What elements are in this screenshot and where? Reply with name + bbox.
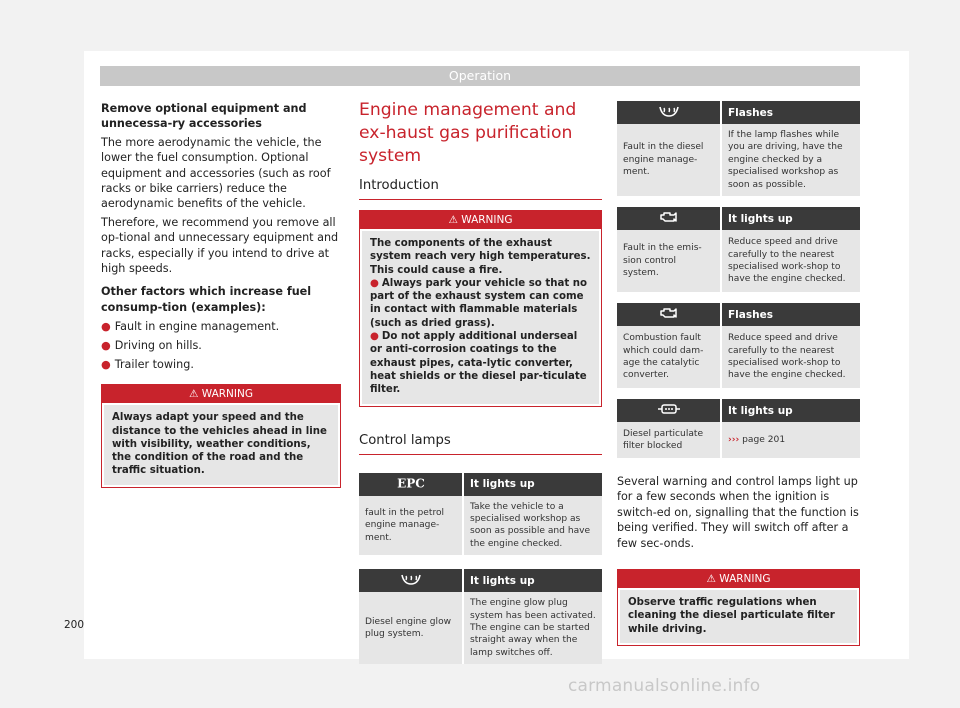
middle-column — [359, 101, 602, 664]
glow-plug-icon — [617, 101, 722, 124]
svg-text:EPC: EPC — [396, 476, 425, 491]
warning-header: ⚠ WARNING — [102, 385, 340, 403]
warning-triangle-icon: ⚠ — [189, 388, 199, 401]
bullet-icon: ● — [101, 320, 111, 334]
warning-intro: The components of the exhaust system reach very high temperatures. This could cause a fire. — [370, 238, 591, 276]
lamp-action: Reduce speed and drive carefully to the nearest specialised work-shop to have the engine checked. — [722, 230, 860, 292]
lamp-cause: Diesel engine glow plug system. — [359, 592, 464, 664]
lamp-cause: Fault in the diesel engine manage-ment. — [617, 124, 722, 196]
bullet-icon: ● — [101, 339, 111, 353]
list-item: ● Trailer towing. — [101, 358, 194, 372]
right-column — [617, 101, 860, 646]
introduction-heading: Introduction — [359, 178, 602, 200]
table-header-row — [617, 303, 860, 326]
lamp-status: It lights up — [464, 569, 602, 592]
lamp-cause: Diesel particulate filter blocked — [617, 422, 722, 458]
bullet-icon: ● — [101, 358, 111, 372]
warning-content — [362, 231, 599, 404]
bullet-icon: ● — [370, 277, 379, 289]
lamp-action: The engine glow plug system has been activated. The engine can be started straight away when the lamp switches off. — [464, 592, 602, 664]
warning-triangle-icon: ⚠ — [448, 214, 458, 226]
lamp-action: Take the vehicle to a specialised workshop as soon as possible and have the engine checked. — [464, 496, 602, 556]
factors-heading: Other factors which increase fuel consump-tion (examples): — [101, 285, 312, 314]
warning-bullet: ● Do not apply additional underseal or anti-corrosion coatings to the exhaust pipes, cata-lytic converter, heat shields or the diesel par-ticulate filter. — [370, 331, 587, 396]
warning-text: Always adapt your speed and the distance to the vehicles ahead in line with visibility, weather conditions, the condition of the road and the traffic situation. — [104, 405, 338, 484]
section-header: Operation — [100, 66, 860, 86]
lamp-status: It lights up — [464, 473, 602, 496]
epc-lamp-table — [359, 473, 602, 556]
warning-bullet: ● Always park your vehicle so that no part of the exhaust system can come in contact with flammable materials (such as dried grass). — [370, 277, 588, 329]
list-item: ● Fault in engine management. — [101, 320, 280, 334]
lamp-cause: Fault in the emis-sion control system. — [617, 230, 722, 292]
left-column — [101, 101, 341, 488]
warning-triangle-icon: ⚠ — [706, 573, 716, 586]
particulate-filter-table — [617, 399, 860, 458]
table-row — [359, 592, 602, 664]
engine-icon — [617, 207, 722, 230]
table-header-row — [359, 569, 602, 592]
speed-warning-box — [101, 384, 341, 487]
table-header-row — [617, 399, 860, 422]
warning-header: ⚠ WARNING — [618, 570, 859, 588]
lamp-status: It lights up — [722, 399, 860, 422]
table-header-row — [359, 473, 602, 496]
exhaust-warning-box — [359, 210, 602, 407]
left-heading: Remove optional equipment and unnecessa-ry accessories — [101, 102, 307, 131]
dpf-warning-box — [617, 569, 860, 646]
lamp-status: Flashes — [722, 101, 860, 124]
table-row — [617, 326, 860, 388]
lamp-check-paragraph: Several warning and control lamps light up for a few seconds when the ignition is switch-ed on, signalling that the function is being verified. They will switch off after a few sec-onds. — [617, 475, 859, 550]
watermark: carmanualsonline.info — [568, 676, 761, 696]
factors-list — [101, 317, 341, 374]
glow-plug-icon — [359, 569, 464, 592]
lamp-status: It lights up — [722, 207, 860, 230]
list-item: ● Driving on hills. — [101, 339, 202, 353]
left-para-1: The more aerodynamic the vehicle, the lower the fuel consumption. Optional equipment and accessories (such as roof racks or bike carriers) reduce the aerodynamic benefits of the vehicle. — [101, 135, 331, 211]
lamp-cause: fault in the petrol engine manage-ment. — [359, 496, 464, 556]
bullet-icon: ● — [370, 331, 379, 343]
warning-header: ⚠ WARNING — [360, 211, 601, 229]
particulate-filter-icon — [617, 399, 722, 422]
lamp-action: Reduce speed and drive carefully to the nearest specialised work-shop to have the engine checked. — [722, 326, 860, 388]
page-number: 200 — [64, 619, 85, 631]
control-lamps-heading: Control lamps — [359, 433, 602, 455]
engine-flash-table — [617, 303, 860, 388]
left-para-2: Therefore, we recommend you remove all op-tional and unnecessary equipment and racks, especially if you intend to drive at high speeds. — [101, 215, 339, 276]
table-row — [617, 230, 860, 292]
table-row — [359, 496, 602, 556]
lamp-action: If the lamp flashes while you are driving, have the engine checked by a specialised workshop as soon as possible. — [722, 124, 860, 196]
page-reference-link[interactable]: ››› page 201 — [722, 422, 860, 458]
table-header-row — [617, 207, 860, 230]
section-title: Engine management and ex-haust gas purification system — [359, 100, 577, 166]
engine-icon — [617, 303, 722, 326]
table-header-row — [617, 101, 860, 124]
epc-icon — [359, 473, 464, 496]
reference-arrow-icon: ››› — [728, 434, 740, 445]
lamp-status: Flashes — [722, 303, 860, 326]
glow-plug-flash-table — [617, 101, 860, 196]
lamp-cause: Combustion fault which could dam-age the catalytic converter. — [617, 326, 722, 388]
table-row — [617, 422, 860, 458]
warning-text: Observe traffic regulations when cleaning the diesel particulate filter while driving. — [620, 590, 857, 643]
table-row — [617, 124, 860, 196]
glow-plug-lamp-table — [359, 569, 602, 664]
engine-lamp-table — [617, 207, 860, 292]
